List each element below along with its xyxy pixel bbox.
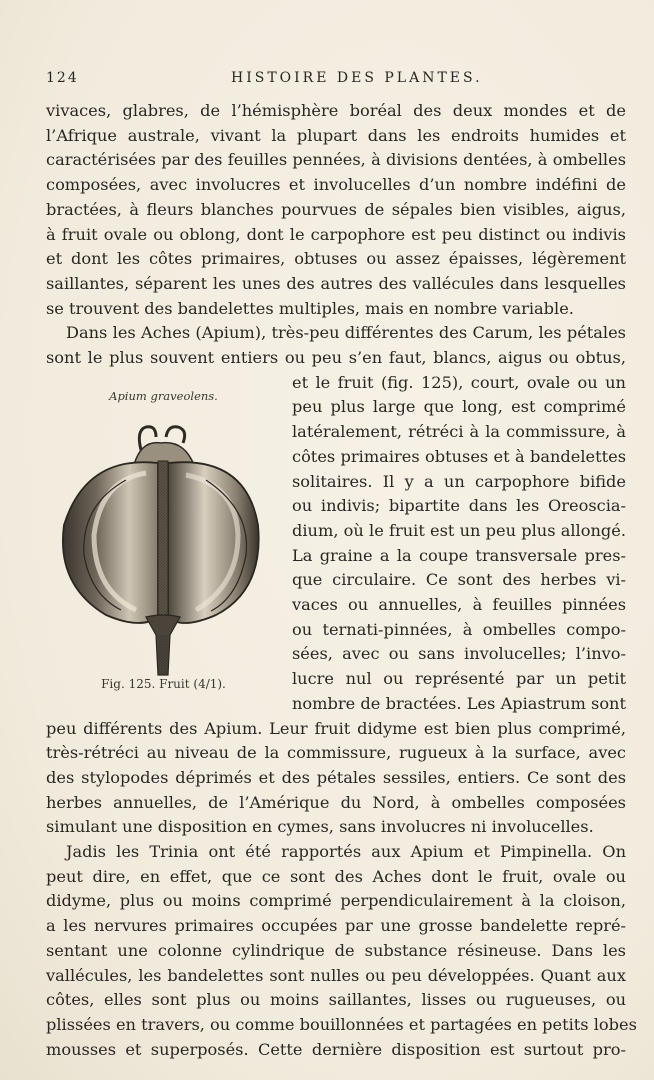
text-line: vaces ou annuelles, à feuilles pinnées: [292, 595, 626, 614]
text-line: Dans les Aches (Apium), très-peu différentes des Carum, les pétales: [66, 323, 626, 343]
text-line: l’Afrique australe, vivant la plupart dans les endroits humides et: [46, 125, 626, 145]
text-line: Jadis les Trinia ont été rapportés aux Apium et Pimpinella. On: [66, 842, 626, 861]
text-line: peu plus large que long, est comprimé: [292, 397, 626, 417]
text-line: sont le plus souvent entiers ou peu s’en faut, blancs, aigus ou obtus,: [46, 348, 626, 367]
text-line: didyme, plus ou moins comprimé perpendiculairement à la cloison,: [46, 891, 626, 911]
text-line: lucre nul ou représenté par un petit: [292, 669, 626, 689]
text-line: ou indivis; bipartite dans les Oreoscia-: [292, 496, 626, 516]
text-line: bractées, à fleurs blanches pourvues de sépales bien visibles, aigus,: [46, 199, 626, 219]
text-line: composées, avec involucres et involucelles d’un nombre indéfini de: [46, 175, 626, 195]
text-line: saillantes, séparent les unes des autres des vallécules dans lesquelles: [46, 273, 626, 293]
text-line: que circulaire. Ce sont des herbes vi-: [292, 570, 626, 590]
text-line: peut dire, en effet, que ce sont des Aches dont le fruit, ovale ou: [46, 866, 626, 886]
text-line: côtes primaires obtuses et à bandelettes: [292, 446, 626, 466]
text-line: et le fruit (fig. 125), court, ovale ou un: [292, 372, 626, 392]
page-header: [46, 70, 626, 92]
text-line: se trouvent des bandelettes multiples, mais en nombre variable.: [46, 298, 574, 318]
figure-caption: Fig. 125. Fruit (4/1).: [101, 677, 226, 691]
text-line: vivaces, glabres, de l’hémisphère boréal des deux mondes et de: [46, 101, 626, 120]
text-line: et dont les côtes primaires, obtuses ou assez épaisses, légèrement: [46, 249, 626, 269]
text-line: latéralement, rétréci à la commissure, à: [292, 422, 626, 442]
text-line: caractérisées par des feuilles pennées, à divisions dentées, à ombelles: [46, 150, 626, 170]
text-line: côtes, elles sont plus ou moins saillantes, lisses ou rugueuses, ou: [46, 990, 626, 1010]
text-line: vallécules, les bandelettes sont nulles ou peu développées. Quant aux: [46, 965, 626, 985]
text-line: solitaires. Il y a un carpophore bifide: [292, 471, 626, 491]
text-line: sentant une colonne cylindrique de substance résineuse. Dans les: [46, 940, 626, 960]
fruit-engraving: [46, 385, 281, 700]
text-line: a les nervures primaires occupées par une grosse bandelette repré-: [46, 916, 626, 936]
page-number: 124: [46, 70, 79, 86]
text-line: nombre de bractées. Les Apiastrum sont: [292, 693, 626, 713]
text-line: simulant une disposition en cymes, sans involucres ni involucelles.: [46, 817, 594, 837]
figure-label: Apium graveolens.: [109, 389, 218, 403]
text-line: à fruit ovale ou oblong, dont le carpophore est peu distinct ou indivis: [46, 224, 626, 244]
text-line: très-rétréci au niveau de la commissure, rugueux à la surface, avec: [46, 743, 626, 763]
text-line: plissées en travers, ou comme bouillonnées et partagées en petits lobes: [46, 1014, 637, 1034]
running-title: HISTOIRE DES PLANTES.: [231, 70, 483, 86]
figure-apium-fruit: [46, 385, 281, 700]
text-line: ou ternati-pinnées, à ombelles compo-: [292, 619, 626, 639]
text-line: peu différents des Apium. Leur fruit didyme est bien plus comprimé,: [46, 718, 626, 738]
text-line: des stylopodes déprimés et des pétales sessiles, entiers. Ce sont des: [46, 767, 626, 787]
text-line: La graine a la coupe transversale pres-: [292, 545, 626, 565]
text-line: dium, où le fruit est un peu plus allongé.: [292, 520, 626, 540]
text-line: herbes annuelles, de l’Amérique du Nord, à ombelles composées: [46, 792, 626, 812]
text-line: mousses et superposés. Cette dernière disposition est surtout pro-: [46, 1039, 626, 1059]
text-line: sées, avec ou sans involucelles; l’invo-: [292, 644, 626, 664]
